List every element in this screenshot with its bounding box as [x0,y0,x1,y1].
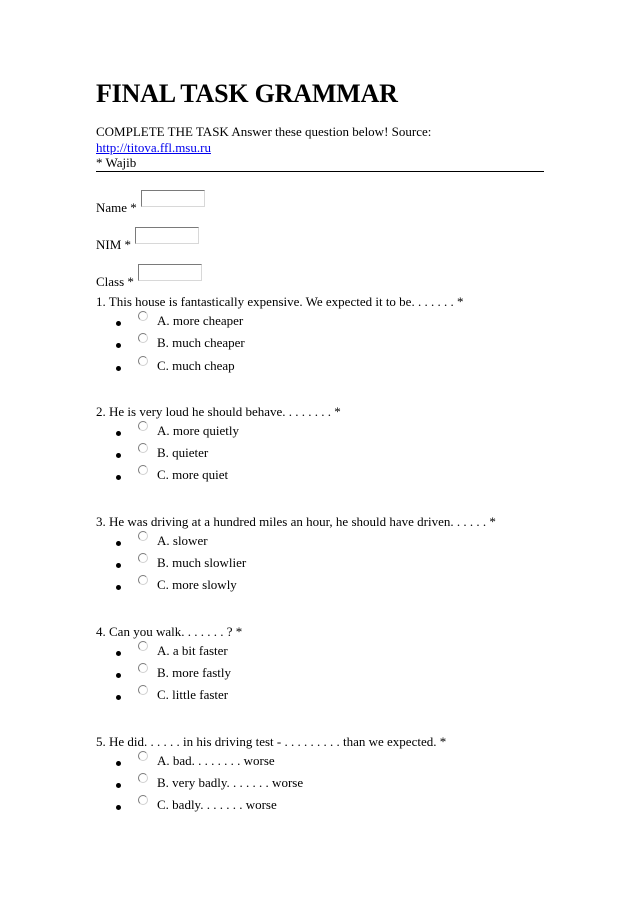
spacer [96,491,544,514]
question-text: 2. He is very loud he should behave. . . . . . . . * [96,403,341,419]
option-list [96,754,544,821]
class-label: Class * [96,274,134,289]
list-item [96,798,544,820]
list-item [96,688,544,710]
form-page [96,78,544,820]
bullet-icon [116,783,121,788]
intro-text: COMPLETE THE TASK Answer these question below! Source: [96,124,432,139]
option-list [96,534,544,601]
option-list [96,644,544,711]
radio-button[interactable] [138,311,148,321]
nim-label: NIM * [96,237,132,252]
bullet-icon [116,673,121,678]
class-field-row [96,264,544,294]
bullet-icon [116,475,121,480]
option-list [96,424,544,491]
radio-button[interactable] [138,553,148,563]
source-link-row [96,140,544,156]
radio-button[interactable] [138,575,148,585]
option-label: A. bad. . . . . . . . worse [157,752,275,768]
radio-button[interactable] [138,356,148,366]
bullet-icon [116,431,121,436]
list-item [96,424,544,446]
radio-button[interactable] [138,443,148,453]
radio-button[interactable] [138,795,148,805]
bullet-icon [116,695,121,700]
radio-button[interactable] [138,465,148,475]
bullet-icon [116,343,121,348]
name-label: Name * [96,200,137,215]
list-item [96,446,544,468]
question-2 [96,404,544,491]
question-3 [96,514,544,601]
option-label: A. a bit faster [157,642,228,658]
name-field-row [96,190,544,227]
radio-button[interactable] [138,751,148,761]
option-label: C. more slowly [157,577,237,593]
bullet-icon [116,805,121,810]
radio-button[interactable] [138,773,148,783]
option-label: C. much cheap [157,357,235,373]
spacer [96,381,544,404]
bullet-icon [116,651,121,656]
spacer [96,601,544,624]
list-item [96,534,544,556]
option-label: B. quieter [157,445,209,461]
list-item [96,666,544,688]
option-list [96,314,544,381]
question-4 [96,624,544,711]
option-label: A. slower [157,532,208,548]
list-item [96,556,544,578]
list-item [96,776,544,798]
radio-button[interactable] [138,685,148,695]
bullet-icon [116,563,121,568]
required-note: * Wajib [96,156,544,172]
class-input[interactable] [138,264,202,281]
radio-button[interactable] [138,663,148,673]
list-item [96,644,544,666]
option-label: A. more quietly [157,422,239,438]
page-title: FINAL TASK GRAMMAR [96,79,398,108]
list-item [96,336,544,358]
option-label: C. more quiet [157,467,229,483]
source-link[interactable]: http://titova.ffl.msu.ru [96,140,211,155]
radio-button[interactable] [138,641,148,651]
question-5 [96,734,544,821]
list-item [96,359,544,381]
bullet-icon [116,761,121,766]
list-item [96,754,544,776]
spacer [96,711,544,734]
nim-field-row [96,227,544,264]
option-label: A. more cheaper [157,313,244,328]
bullet-icon [116,321,121,326]
question-text: 5. He did. . . . . . in his driving test - . . . . . . . . . than we expected. * [96,733,447,749]
option-label: B. much cheaper [157,335,245,351]
option-label: C. badly. . . . . . . worse [157,797,277,813]
list-item [96,314,544,336]
radio-button[interactable] [138,531,148,541]
nim-input[interactable] [135,227,199,244]
question-text: 3. He was driving at a hundred miles an hour, he should have driven. . . . . . * [96,513,496,529]
option-label: B. very badly. . . . . . . worse [157,774,304,790]
list-item [96,578,544,600]
bullet-icon [116,585,121,590]
name-input[interactable] [141,190,205,207]
option-label: B. more fastly [157,664,232,680]
radio-button[interactable] [138,421,148,431]
list-item [96,468,544,490]
bullet-icon [116,366,121,371]
question-text: 1. This house is fantastically expensive. We expected it to be. . . . . . . * [96,294,464,309]
question-text: 4. Can you walk. . . . . . . ? * [96,623,243,639]
option-label: C. little faster [157,687,229,703]
radio-button[interactable] [138,333,148,343]
option-label: B. much slowlier [157,555,247,571]
question-1 [96,294,544,381]
bullet-icon [116,541,121,546]
bullet-icon [116,453,121,458]
